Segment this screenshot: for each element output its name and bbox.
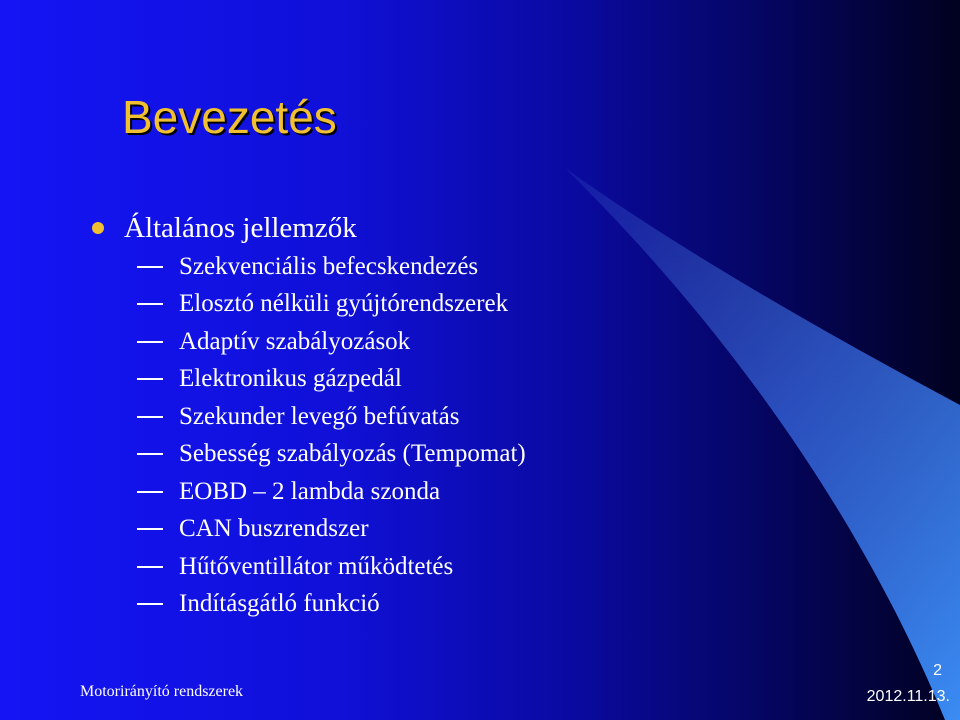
sub-item — [137, 323, 526, 361]
sub-item — [137, 398, 526, 436]
footer-text: Motorirányító rendszerek — [80, 683, 244, 700]
bullet-text: Általános jellemzők — [124, 211, 357, 244]
dash-icon — [137, 453, 163, 455]
bullet-dot-icon — [92, 222, 104, 234]
page-number: 2 — [933, 662, 942, 679]
sub-item-text: Szekvenciális befecskendezés — [179, 252, 479, 280]
slide-content — [92, 208, 526, 623]
sub-item — [137, 361, 526, 399]
sub-item-text: Indításgátló funkció — [179, 590, 380, 618]
sub-item-text: Szekunder levegő befúvatás — [179, 402, 460, 430]
sub-item — [137, 436, 526, 474]
sub-item — [137, 586, 526, 624]
sub-item-text: CAN buszrendszer — [179, 515, 369, 543]
sub-item-text: Adaptív szabályozások — [179, 327, 411, 355]
dash-icon — [137, 303, 163, 305]
dash-icon — [137, 416, 163, 418]
sub-item-text: Elektronikus gázpedál — [179, 365, 402, 393]
slide-title: Bevezetés — [122, 91, 337, 143]
sub-item — [137, 248, 526, 286]
dash-icon — [137, 266, 163, 268]
sub-item-text: EOBD – 2 lambda szonda — [179, 477, 441, 505]
dash-icon — [137, 566, 163, 568]
sub-item-text: Elosztó nélküli gyújtórendszerek — [179, 290, 509, 318]
dash-icon — [137, 491, 163, 493]
dash-icon — [137, 378, 163, 380]
dash-icon — [137, 528, 163, 530]
dash-icon — [137, 341, 163, 343]
sub-item-text: Hűtőventillátor működtetés — [179, 552, 454, 580]
sub-item-text: Sebesség szabályozás (Tempomat) — [179, 440, 526, 468]
slide-date: 2012.11.13. — [866, 688, 950, 705]
sub-item — [137, 286, 526, 324]
bullet-item — [92, 208, 526, 248]
sub-item — [137, 473, 526, 511]
dash-icon — [137, 603, 163, 605]
sub-item — [137, 548, 526, 586]
sub-item — [137, 511, 526, 549]
